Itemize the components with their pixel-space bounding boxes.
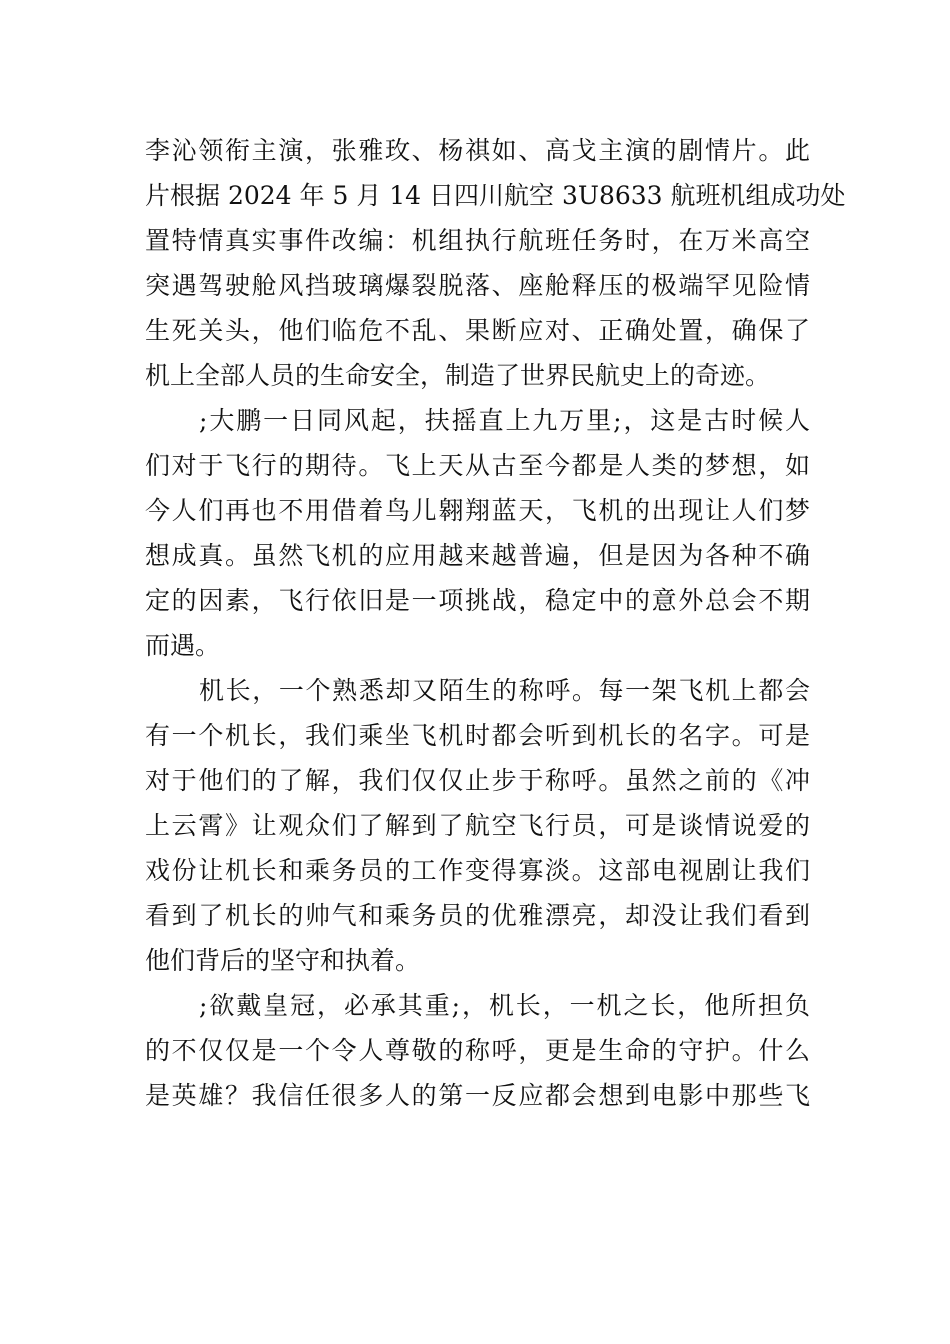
text-line: 有一个机长，我们乘坐飞机时都会听到机长的名字。可是 [145,721,810,750]
text-line: 片根据 2024 年 5 月 14 日四川航空 3U8633 航班机组成功处 [145,181,846,210]
paragraph [145,668,810,983]
text-line: 定的因素，飞行依旧是一项挑战，稳定中的意外总会不期 [145,586,810,615]
text-line: 想成真。虽然飞机的应用越来越普遍，但是因为各种不确 [145,541,810,570]
text-line: 看到了机长的帅气和乘务员的优雅漂亮，却没让我们看到 [145,901,810,930]
paragraph [145,398,810,668]
text-line: 对于他们的了解，我们仅仅止步于称呼。虽然之前的《冲 [145,766,810,795]
text-line: 今人们再也不用借着鸟儿翱翔蓝天，飞机的出现让人们梦 [145,496,810,525]
text-line: 们对于飞行的期待。飞上天从古至今都是人类的梦想，如 [145,451,810,480]
text-line: ;大鹏一日同风起，扶摇直上九万里;，这是古时候人 [199,406,810,435]
paragraph [145,128,846,398]
text-line: 是英雄？我信任很多人的第一反应都会想到电影中那些飞 [145,1081,810,1110]
text-line: 机上全部人员的生命安全，制造了世界民航史上的奇迹。 [145,361,771,390]
text-line: 生死关头，他们临危不乱、果断应对、正确处置，确保了 [145,316,810,345]
paragraph [145,983,810,1118]
text-line: 李沁领衔主演，张雅玫、杨祺如、高戈主演的剧情片。此 [145,136,810,165]
text-line: ;欲戴皇冠，必承其重;，机长，一机之长，他所担负 [199,991,810,1020]
text-line: 戏份让机长和乘务员的工作变得寡淡。这部电视剧让我们 [145,856,810,885]
text-line: 突遇驾驶舱风挡玻璃爆裂脱落、座舱释压的极端罕见险情 [145,271,810,300]
text-line: 的不仅仅是一个令人尊敬的称呼，更是生命的守护。什么 [145,1036,810,1065]
text-line: 而遇。 [145,631,221,660]
text-line: 上云霄》让观众们了解到了航空飞行员，可是谈情说爱的 [145,811,810,840]
text-line: 机长，一个熟悉却又陌生的称呼。每一架飞机上都会 [199,676,810,705]
text-line: 置特情真实事件改编：机组执行航班任务时，在万米高空 [145,226,810,255]
text-line: 他们背后的坚守和执着。 [145,946,421,975]
document-body [145,128,846,1118]
